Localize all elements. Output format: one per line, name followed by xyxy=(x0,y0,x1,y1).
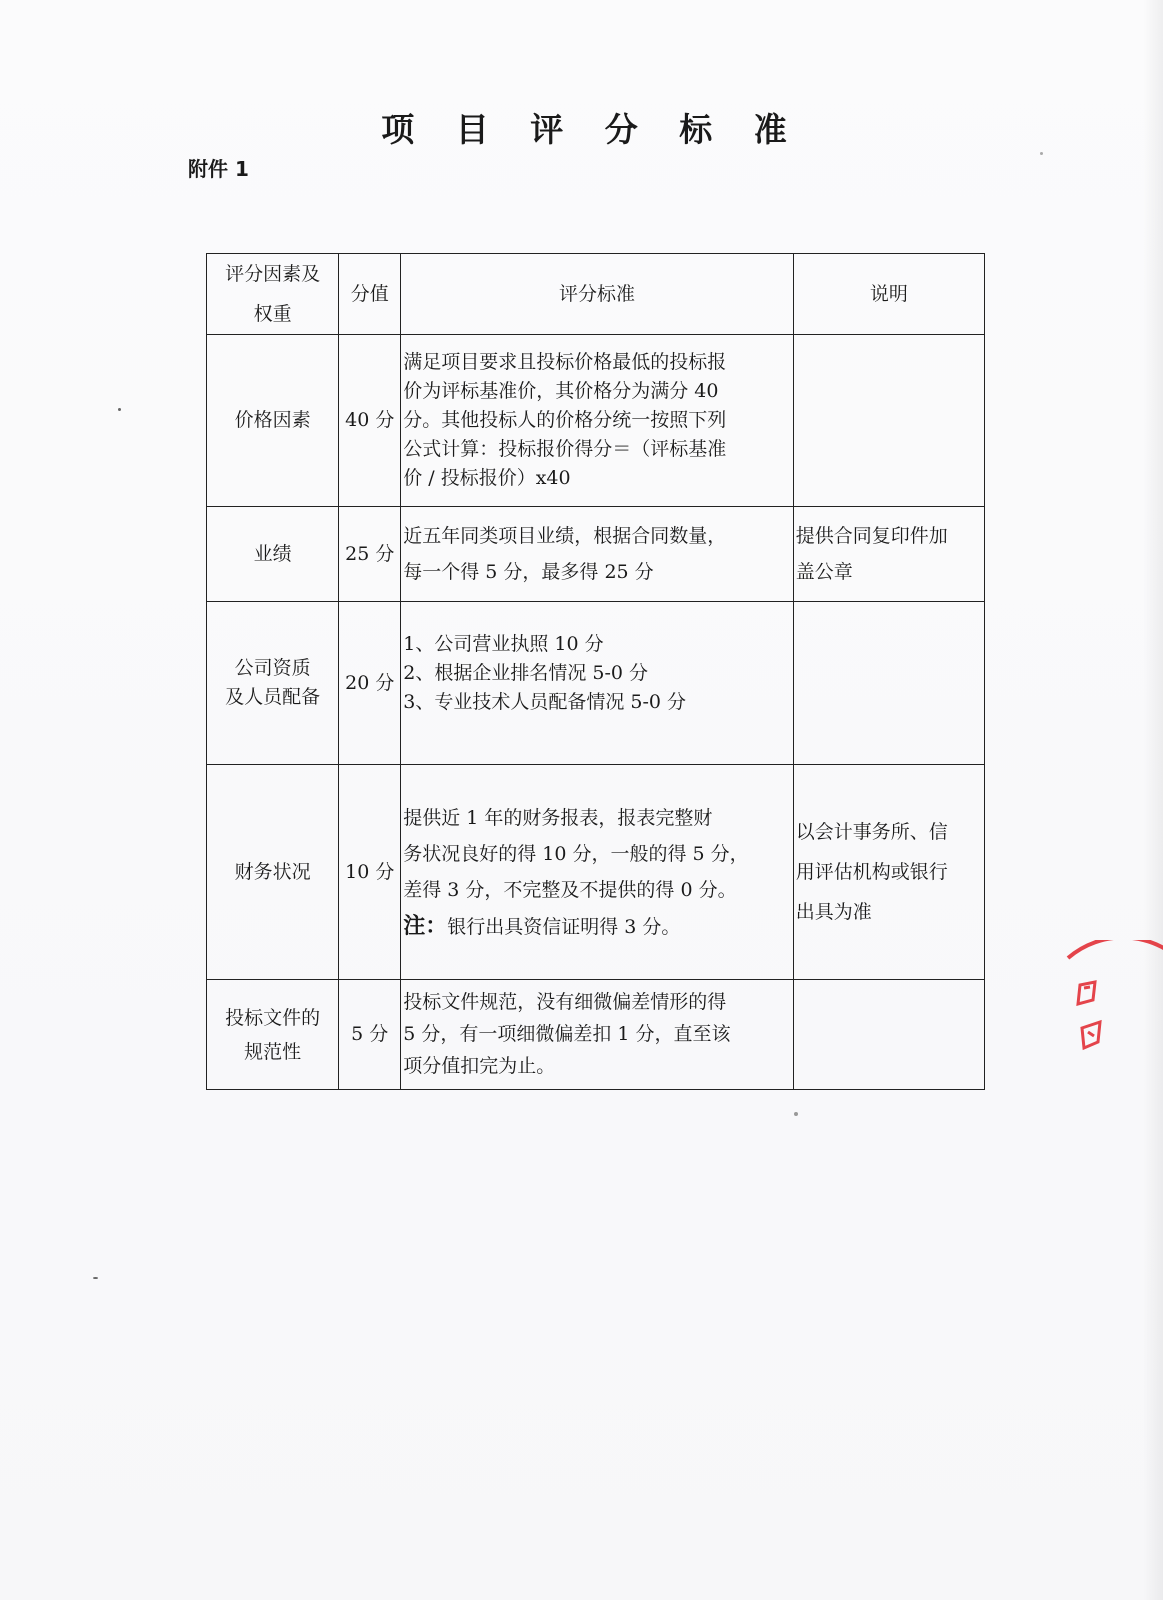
red-seal-stamp xyxy=(1060,940,1163,1100)
scan-speck xyxy=(1040,152,1043,155)
row-criteria: 投标文件规范，没有细微偏差情形的得 5 分，有一项细微偏差扣 1 分，直至该 项分值扣完为止。 xyxy=(401,980,794,1090)
header-factor: 评分因素及 权重 xyxy=(207,254,339,335)
row-criteria: 1、公司营业执照 10 分 2、根据企业排名情况 5-0 分 3、专业技术人员配备情况 5-0 分 xyxy=(401,602,794,765)
row-score: 20 分 xyxy=(339,602,401,765)
scan-speck xyxy=(93,1277,98,1279)
row-score: 10 分 xyxy=(339,765,401,980)
row-factor: 价格因素 xyxy=(207,335,339,507)
table-row xyxy=(207,335,985,507)
document-title: 项 目 评 分 标 准 xyxy=(381,110,802,149)
row-note: 以会计事务所、信 用评估机构或银行 出具为准 xyxy=(793,765,984,980)
header-criteria: 评分标准 xyxy=(401,254,794,335)
table-row xyxy=(207,507,985,602)
row-score: 25 分 xyxy=(339,507,401,602)
scan-speck xyxy=(794,1112,798,1116)
row-score: 5 分 xyxy=(339,980,401,1090)
criteria-footnote xyxy=(403,908,791,945)
row-criteria: 满足项目要求且投标价格最低的投标报 价为评标基准价，其价格分为满分 40 分。其他投标人的价格分统一按照下列 公式计算：投标报价得分＝（评标基准 价 / 投标报价）x40 xyxy=(401,335,794,507)
table-row xyxy=(207,980,985,1090)
scan-speck xyxy=(118,408,121,411)
attachment-label: 附件 1 xyxy=(188,157,249,181)
row-note xyxy=(793,335,984,507)
row-criteria: 提供近 1 年的财务报表，报表完整财 务状况良好的得 10 分，一般的得 5 分， 差得 3 分，不完整及不提供的得 0 分。 注：银行出具资信证明得 3 分。 xyxy=(401,765,794,980)
row-factor: 公司资质 及人员配备 xyxy=(207,602,339,765)
table-header-row xyxy=(207,254,985,335)
footnote-text: 银行出具资信证明得 3 分。 xyxy=(447,915,681,938)
row-factor: 投标文件的 规范性 xyxy=(207,980,339,1090)
page-edge-shadow xyxy=(1143,0,1163,1600)
row-score: 40 分 xyxy=(339,335,401,507)
header-note: 说明 xyxy=(793,254,984,335)
row-factor: 财务状况 xyxy=(207,765,339,980)
header-score: 分值 xyxy=(339,254,401,335)
table-row xyxy=(207,765,985,980)
row-note: 提供合同复印件加 盖公章 xyxy=(793,507,984,602)
footnote-label: 注： xyxy=(403,912,448,939)
row-criteria: 近五年同类项目业绩，根据合同数量， 每一个得 5 分，最多得 25 分 xyxy=(401,507,794,602)
scoring-table xyxy=(206,253,985,1090)
row-note xyxy=(793,980,984,1090)
table-row xyxy=(207,602,985,765)
row-factor: 业绩 xyxy=(207,507,339,602)
row-note xyxy=(793,602,984,765)
